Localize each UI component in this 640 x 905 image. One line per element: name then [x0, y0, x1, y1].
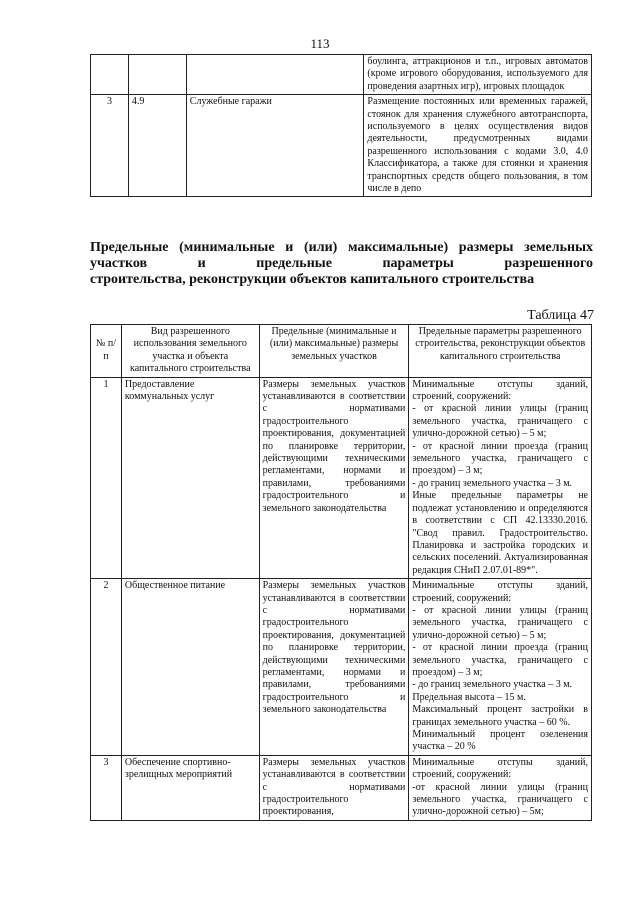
param-line: Максимальный процент застройки в границах земельного участка – 60 %. — [412, 704, 588, 728]
row-type: Общественное питание — [121, 579, 259, 756]
param-line: - до границ земельного участка – 3 м. — [412, 477, 573, 489]
table-row — [91, 55, 592, 95]
header-type: Вид разрешенного использования земельного участка и объекта капитального строительства — [121, 325, 259, 378]
row-number — [91, 55, 129, 95]
header-num: № п/п — [91, 325, 122, 378]
parameters-table — [90, 324, 592, 821]
table-header-row — [91, 325, 592, 378]
row-number: 1 — [91, 377, 122, 579]
row-number: 2 — [91, 579, 122, 756]
page-number: 113 — [310, 36, 330, 51]
row-params — [409, 377, 592, 579]
row-type: Предоставление коммунальных услуг — [121, 377, 259, 579]
row-name: Служебные гаражи — [186, 95, 364, 197]
param-line: - от красной линии улицы (границ земельного участка, граничащего с улично-дорожной сетью) – 5 м; — [412, 604, 588, 641]
row-description: Размещение постоянных или временных гаражей, стоянок для хранения служебного автотранспорта, используемого в целях осуществления видов деятельности, предусмотренных видами разрешенного использования с кодами 3.0, 4.0 Классификатора, а также для стоянки и хранения транспортных средств общего пользования, в том числе в депо — [364, 95, 592, 197]
row-params — [409, 579, 592, 756]
top-continuation-table — [90, 54, 592, 197]
param-line: - от красной линии проезда (границ земельного участка, граничащего с проездом) – 3 м; — [412, 642, 588, 678]
param-line: Минимальные отступы зданий, строений, сооружений: — [412, 756, 588, 781]
section-heading — [90, 240, 593, 288]
param-line: - от красной линии улицы (границ земельного участка, граничащего с улично-дорожной сетью) – 5 м; — [412, 403, 588, 440]
row-number: 3 — [91, 95, 129, 197]
row-name — [186, 55, 364, 95]
row-code — [128, 55, 186, 95]
param-line: -от красной линии улицы (границ земельного участка, граничащего с улично-дорожной сетью) – 5м; — [412, 781, 588, 818]
table-row — [91, 755, 592, 820]
row-params — [409, 755, 592, 820]
param-line: - до границ земельного участка – 3 м. — [412, 679, 573, 691]
param-line: - от красной линии проезда (границ земельного участка, граничащего с проездом) – 3 м; — [412, 440, 588, 477]
param-line: Минимальные отступы зданий, строений, сооружений: — [412, 580, 588, 604]
table-row — [91, 95, 592, 197]
table-row — [91, 579, 592, 756]
section-heading-line1: Предельные (минимальные и (или) максимальные) размеры земельных участков и предельные параметры разрешенного — [90, 240, 593, 271]
row-code: 4.9 — [128, 95, 186, 197]
param-line: Минимальные отступы зданий, строений, сооружений: — [412, 378, 588, 403]
param-line: Предельная высота – 15 м. — [412, 691, 526, 703]
row-description: боулинга, аттракционов и т.п., игровых автоматов (кроме игрового оборудования, используемого для проведения азартных игр), игровых площадок — [364, 55, 592, 95]
row-type: Обеспечение спортивно-зрелищных мероприятий — [121, 755, 259, 820]
row-sizes: Размеры земельных участков устанавливаются в соответствии с нормативами градостроительного проектирования, — [259, 755, 409, 820]
param-line: Иные предельные параметры не подлежат установлению и определяются в соответствии с СП 42.13330.2016. "Свод правил. Градостроительство. Планировка и застройка городских и сельских поселений. Актуализированная редакция СНиП 2.07.01-89*". — [412, 490, 588, 576]
table-row — [91, 377, 592, 579]
param-line: Минимальный процент озеленения участка – 20 % — [412, 729, 588, 753]
row-sizes: Размеры земельных участков устанавливаются в соответствии с нормативами градостроительного проектирования, документацией по планировке территории, действующими техническими регламентами, нормами и правилами, требованиями градостроительного и земельного законодательства — [259, 377, 409, 579]
table-label: Таблица 47 — [527, 308, 594, 323]
row-number: 3 — [91, 755, 122, 820]
header-sizes: Предельные (минимальные и (или) максимальные) размеры земельных участков — [259, 325, 409, 378]
section-heading-line2: строительства, реконструкции объектов капитального строительства — [90, 272, 535, 287]
row-sizes: Размеры земельных участков устанавливаются в соответствии с нормативами градостроительного проектирования, документацией по планировке территории, действующими техническими регламентами, нормами и правилами, требованиями градостроительного и земельного законодательства — [259, 579, 409, 756]
header-params: Предельные параметры разрешенного строительства, реконструкции объектов капитального строительства — [409, 325, 592, 378]
